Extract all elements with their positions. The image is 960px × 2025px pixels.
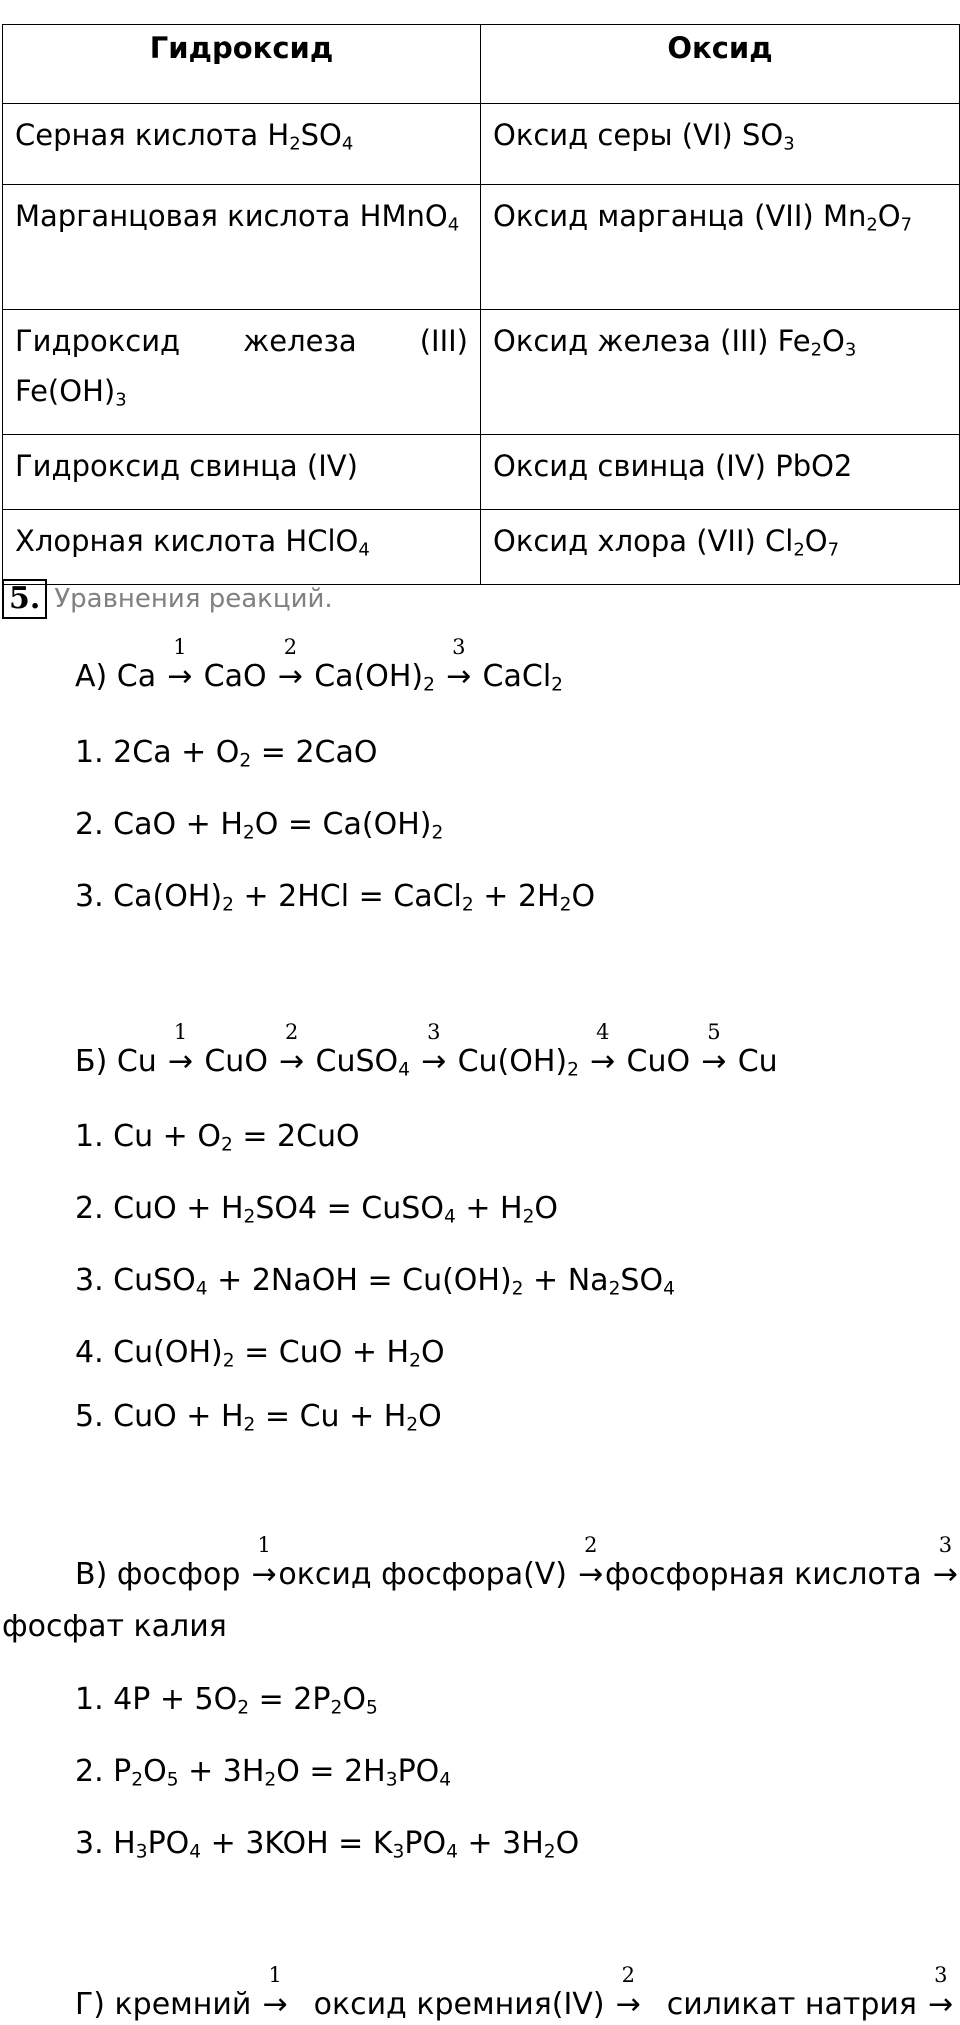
hydroxide-name: Гидроксид железа (III) — [15, 324, 468, 358]
reaction-chain — [75, 635, 564, 697]
reaction-arrow: 3 → — [446, 635, 472, 694]
formula-subscript: 4 — [439, 1769, 452, 1791]
equation-text: CaCl — [473, 659, 552, 694]
formula-subscript: 2 — [543, 1841, 556, 1863]
step-number: 4 — [596, 1020, 610, 1045]
step-number: 3 — [427, 1020, 441, 1045]
formula-subscript: 2 — [409, 1350, 421, 1372]
equation-text: SO4 = CuSO — [255, 1191, 444, 1226]
formula-part: HClO — [285, 524, 359, 558]
formula-subscript: 5 — [365, 1697, 378, 1719]
column-header-hydroxide: Гидроксид — [3, 25, 481, 104]
formula-subscript: 2 — [522, 1206, 535, 1228]
formula-subscript: 2 — [330, 1697, 343, 1719]
equation-text: SO — [620, 1263, 664, 1298]
oxide-name: Оксид хлора (VII) — [493, 524, 766, 558]
equation-text: 3. CuSO — [75, 1263, 196, 1298]
equation-text: = Cu + H — [255, 1399, 407, 1434]
formula-subscript: 2 — [608, 1278, 621, 1300]
hydroxide-cell — [3, 435, 481, 510]
equation-text: + H — [455, 1191, 523, 1226]
oxide-cell — [481, 185, 960, 310]
reaction-arrow: 3 → — [928, 1963, 954, 2022]
equation-text: + 2NaOH = Cu(OH) — [207, 1263, 512, 1298]
equation — [75, 1824, 579, 1864]
equation-text: O — [555, 1826, 580, 1861]
equation-text: = 2CuO — [232, 1119, 360, 1154]
formula-subscript: 3 — [135, 1841, 148, 1863]
reaction-arrow: 3 → — [932, 1533, 959, 1592]
equation-text: CaO — [194, 659, 277, 694]
equation-text: 3. Ca(OH) — [75, 879, 223, 914]
equation — [75, 1261, 675, 1301]
equation — [75, 1117, 360, 1157]
reaction-arrow: 5 → — [701, 1020, 727, 1079]
step-number: 5 — [707, 1020, 721, 1045]
equation-text: O — [418, 1399, 442, 1434]
equation — [75, 805, 443, 845]
formula-subscript: 3 — [783, 133, 795, 155]
formula-subscript: 2 — [222, 894, 234, 916]
equation-text: Г) кремний — [75, 1987, 261, 2022]
table-row — [3, 310, 960, 435]
hydroxide-name: Серная кислота — [15, 118, 268, 152]
hydroxide-oxide-table — [2, 24, 960, 585]
reaction-arrow: 1 → — [167, 635, 193, 694]
formula-part: Fe — [777, 324, 811, 358]
formula-part: HMnO — [359, 199, 448, 233]
reaction-arrow: 1 → — [168, 1020, 194, 1079]
reaction-arrow: 1 → — [262, 1963, 288, 2022]
formula-subscript: 4 — [398, 1059, 410, 1081]
reaction-chain — [75, 1963, 955, 2025]
formula-part: Cl — [765, 524, 794, 558]
oxide-name: Оксид железа (III) — [493, 324, 778, 358]
equation-text: + 3H — [178, 1754, 265, 1789]
task-header — [2, 579, 333, 619]
equation-text: 2. P — [75, 1754, 132, 1789]
task-title: Уравнения реакций. — [54, 584, 333, 614]
formula-part: H — [267, 118, 290, 152]
equation-text: фосфорная кислота — [605, 1557, 932, 1592]
equation-text: O = Ca(OH) — [254, 807, 432, 842]
formula-subscript: 4 — [663, 1278, 675, 1300]
reaction-arrow: 4 → — [590, 1020, 616, 1079]
equation-text: 1. 2Ca + O — [75, 735, 240, 770]
formula-subscript: 2 — [461, 894, 474, 916]
step-number: 2 — [584, 1533, 598, 1558]
oxide-name: Оксид марганца (VII) — [493, 199, 823, 233]
reaction-arrow: 1 → — [251, 1533, 277, 1592]
formula-subscript: 2 — [239, 750, 252, 772]
equation — [75, 1397, 442, 1437]
equation-text: Cu — [728, 1044, 778, 1079]
formula-subscript: 4 — [447, 214, 460, 236]
formula-subscript: 4 — [341, 133, 354, 155]
formula-subscript: 4 — [443, 1206, 456, 1228]
chain-segment — [75, 1533, 278, 1595]
equation — [75, 877, 595, 917]
formula-subscript: 2 — [222, 1350, 235, 1372]
equation — [75, 1189, 558, 1229]
formula-subscript: 3 — [385, 1769, 398, 1791]
column-header-oxide: Оксид — [481, 25, 960, 104]
reaction-arrow: 2 → — [279, 1020, 305, 1079]
formula-part: O — [877, 199, 901, 233]
formula-subscript: 4 — [189, 1841, 202, 1863]
formula-subscript: 2 — [237, 1697, 250, 1719]
chain-segment — [75, 1963, 289, 2025]
equation-text: 2. CuO + H — [75, 1191, 244, 1226]
formula-subscript: 2 — [406, 1414, 419, 1436]
formula-subscript: 2 — [793, 539, 805, 561]
equation-text — [435, 659, 445, 694]
formula-subscript: 7 — [900, 214, 913, 236]
formula-part: O — [804, 524, 828, 558]
reaction-arrow: 2 → — [578, 1533, 604, 1592]
formula-subscript: 4 — [446, 1841, 458, 1863]
equation-text: = 2CaO — [251, 735, 378, 770]
formula-part: SO — [300, 118, 342, 152]
formula-subscript: 2 — [243, 1414, 256, 1436]
oxide-name: Оксид свинца (IV) PbO2 — [493, 449, 853, 483]
formula-part: SO — [741, 118, 784, 152]
formula-subscript: 3 — [115, 389, 127, 411]
equation-text: оксид фосфора(V) — [278, 1557, 577, 1592]
formula-subscript: 2 — [243, 1206, 256, 1228]
formula-subscript: 2 — [423, 674, 435, 696]
formula-subscript: 2 — [242, 822, 255, 844]
table-row — [3, 104, 960, 185]
equation-text: оксид кремния(IV) — [313, 1987, 615, 2022]
chain-segment — [605, 1533, 960, 1595]
reaction-arrow: 3 → — [421, 1020, 447, 1079]
equation-text: + 2H — [473, 879, 560, 914]
equation-text: + 2HCl = CaCl — [233, 879, 462, 914]
equation-text: силикат натрия — [666, 1987, 927, 2022]
equation-text: Ca(OH) — [304, 659, 424, 694]
hydroxide-cell — [3, 310, 481, 435]
oxide-cell — [481, 435, 960, 510]
equation-text: А) Ca — [75, 659, 166, 694]
equation-text — [410, 1044, 420, 1079]
equation-text: O — [571, 879, 596, 914]
formula-subscript: 7 — [827, 539, 840, 561]
table-row — [3, 510, 960, 585]
step-number: 2 — [285, 1020, 299, 1045]
equation-text: CuSO — [305, 1044, 399, 1079]
oxide-name: Оксид серы (VI) — [493, 118, 742, 152]
hydroxide-cell — [3, 185, 481, 310]
step-number: 3 — [934, 1963, 948, 1988]
equation-text: = 2P — [249, 1682, 331, 1717]
chain-segment — [278, 1533, 605, 1595]
equation-text: 3. H — [75, 1826, 136, 1861]
step-number: 3 — [938, 1533, 953, 1558]
formula-subscript: 3 — [392, 1841, 405, 1863]
chain-segment — [666, 1963, 955, 2025]
equation-text: = CuO + H — [234, 1335, 410, 1370]
equation-text — [579, 1044, 589, 1079]
reaction-chain-continuation: фосфат калия — [2, 1609, 227, 1644]
table-row — [3, 185, 960, 310]
table-header-row — [3, 25, 960, 104]
hydroxide-cell — [3, 104, 481, 185]
equation-text: O — [534, 1191, 559, 1226]
step-number: 2 — [621, 1963, 635, 1988]
formula-subscript: 2 — [559, 894, 572, 916]
equation-text: 5. CuO + H — [75, 1399, 244, 1434]
formula-subscript: 2 — [220, 1134, 233, 1156]
reaction-chain — [75, 1020, 778, 1082]
step-number: 1 — [257, 1533, 271, 1558]
formula-subscript: 4 — [358, 539, 370, 561]
formula-subscript: 2 — [131, 1769, 144, 1791]
equation-text: O — [143, 1754, 167, 1789]
formula-subscript: 2 — [289, 133, 301, 155]
equation — [75, 733, 378, 773]
formula-subscript: 5 — [166, 1769, 179, 1791]
hydroxide-cell — [3, 510, 481, 585]
task-number: 5. — [2, 579, 47, 619]
formula-subscript: 2 — [866, 214, 878, 236]
equation-text: + Na — [523, 1263, 609, 1298]
formula-subscript: 2 — [810, 339, 823, 361]
step-number: 1 — [268, 1963, 282, 1988]
equation-text: PO — [404, 1826, 447, 1861]
equation-text: O — [342, 1682, 366, 1717]
equation-text: PO — [397, 1754, 440, 1789]
formula-subscript: 2 — [431, 822, 444, 844]
equation-text: 2. CaO + H — [75, 807, 243, 842]
formula-subscript: 2 — [511, 1278, 524, 1300]
step-number: 1 — [173, 1020, 188, 1045]
step-number: 3 — [452, 635, 466, 660]
reaction-arrow: 2 → — [615, 1963, 641, 2022]
step-number: 2 — [283, 635, 298, 660]
reaction-chain — [75, 1533, 959, 1595]
equation-text: CuO — [617, 1044, 700, 1079]
formula-subscript: 3 — [844, 339, 857, 361]
equation-text: CuO — [194, 1044, 278, 1079]
chain-segment — [313, 1963, 643, 2025]
equation-text: PO — [147, 1826, 190, 1861]
equation-text: 1. Cu + O — [75, 1119, 221, 1154]
hydroxide-name: Хлорная кислота — [15, 524, 286, 558]
formula-part: Mn — [822, 199, 867, 233]
formula-part: O — [822, 324, 845, 358]
equation-text: Б) Cu — [75, 1044, 167, 1079]
table-row — [3, 435, 960, 510]
equation-text: 1. 4P + 5O — [75, 1682, 238, 1717]
equation — [75, 1752, 451, 1792]
oxide-cell — [481, 310, 960, 435]
formula-subscript: 2 — [264, 1769, 277, 1791]
equation-text: O = 2H — [276, 1754, 386, 1789]
hydroxide-name: Гидроксид свинца (IV) — [15, 449, 358, 483]
reaction-arrow: 2 → — [277, 635, 303, 694]
equation — [75, 1333, 445, 1373]
formula-subscript: 2 — [567, 1059, 579, 1081]
hydroxide-name: Марганцовая кислота — [15, 199, 351, 233]
equation-text: + 3KOH = K — [201, 1826, 393, 1861]
equation-text: 4. Cu(OH) — [75, 1335, 223, 1370]
formula-subscript: 2 — [551, 674, 564, 696]
equation-text: Cu(OH) — [448, 1044, 568, 1079]
oxide-cell — [481, 104, 960, 185]
equation-text: + 3H — [457, 1826, 544, 1861]
equation-text: В) фосфор — [75, 1557, 250, 1592]
formula-part: Fe(OH) — [15, 374, 116, 408]
equation — [75, 1680, 378, 1720]
equation-text: O — [420, 1335, 445, 1370]
formula-subscript: 4 — [195, 1278, 208, 1300]
step-number: 1 — [173, 635, 187, 660]
oxide-cell — [481, 510, 960, 585]
